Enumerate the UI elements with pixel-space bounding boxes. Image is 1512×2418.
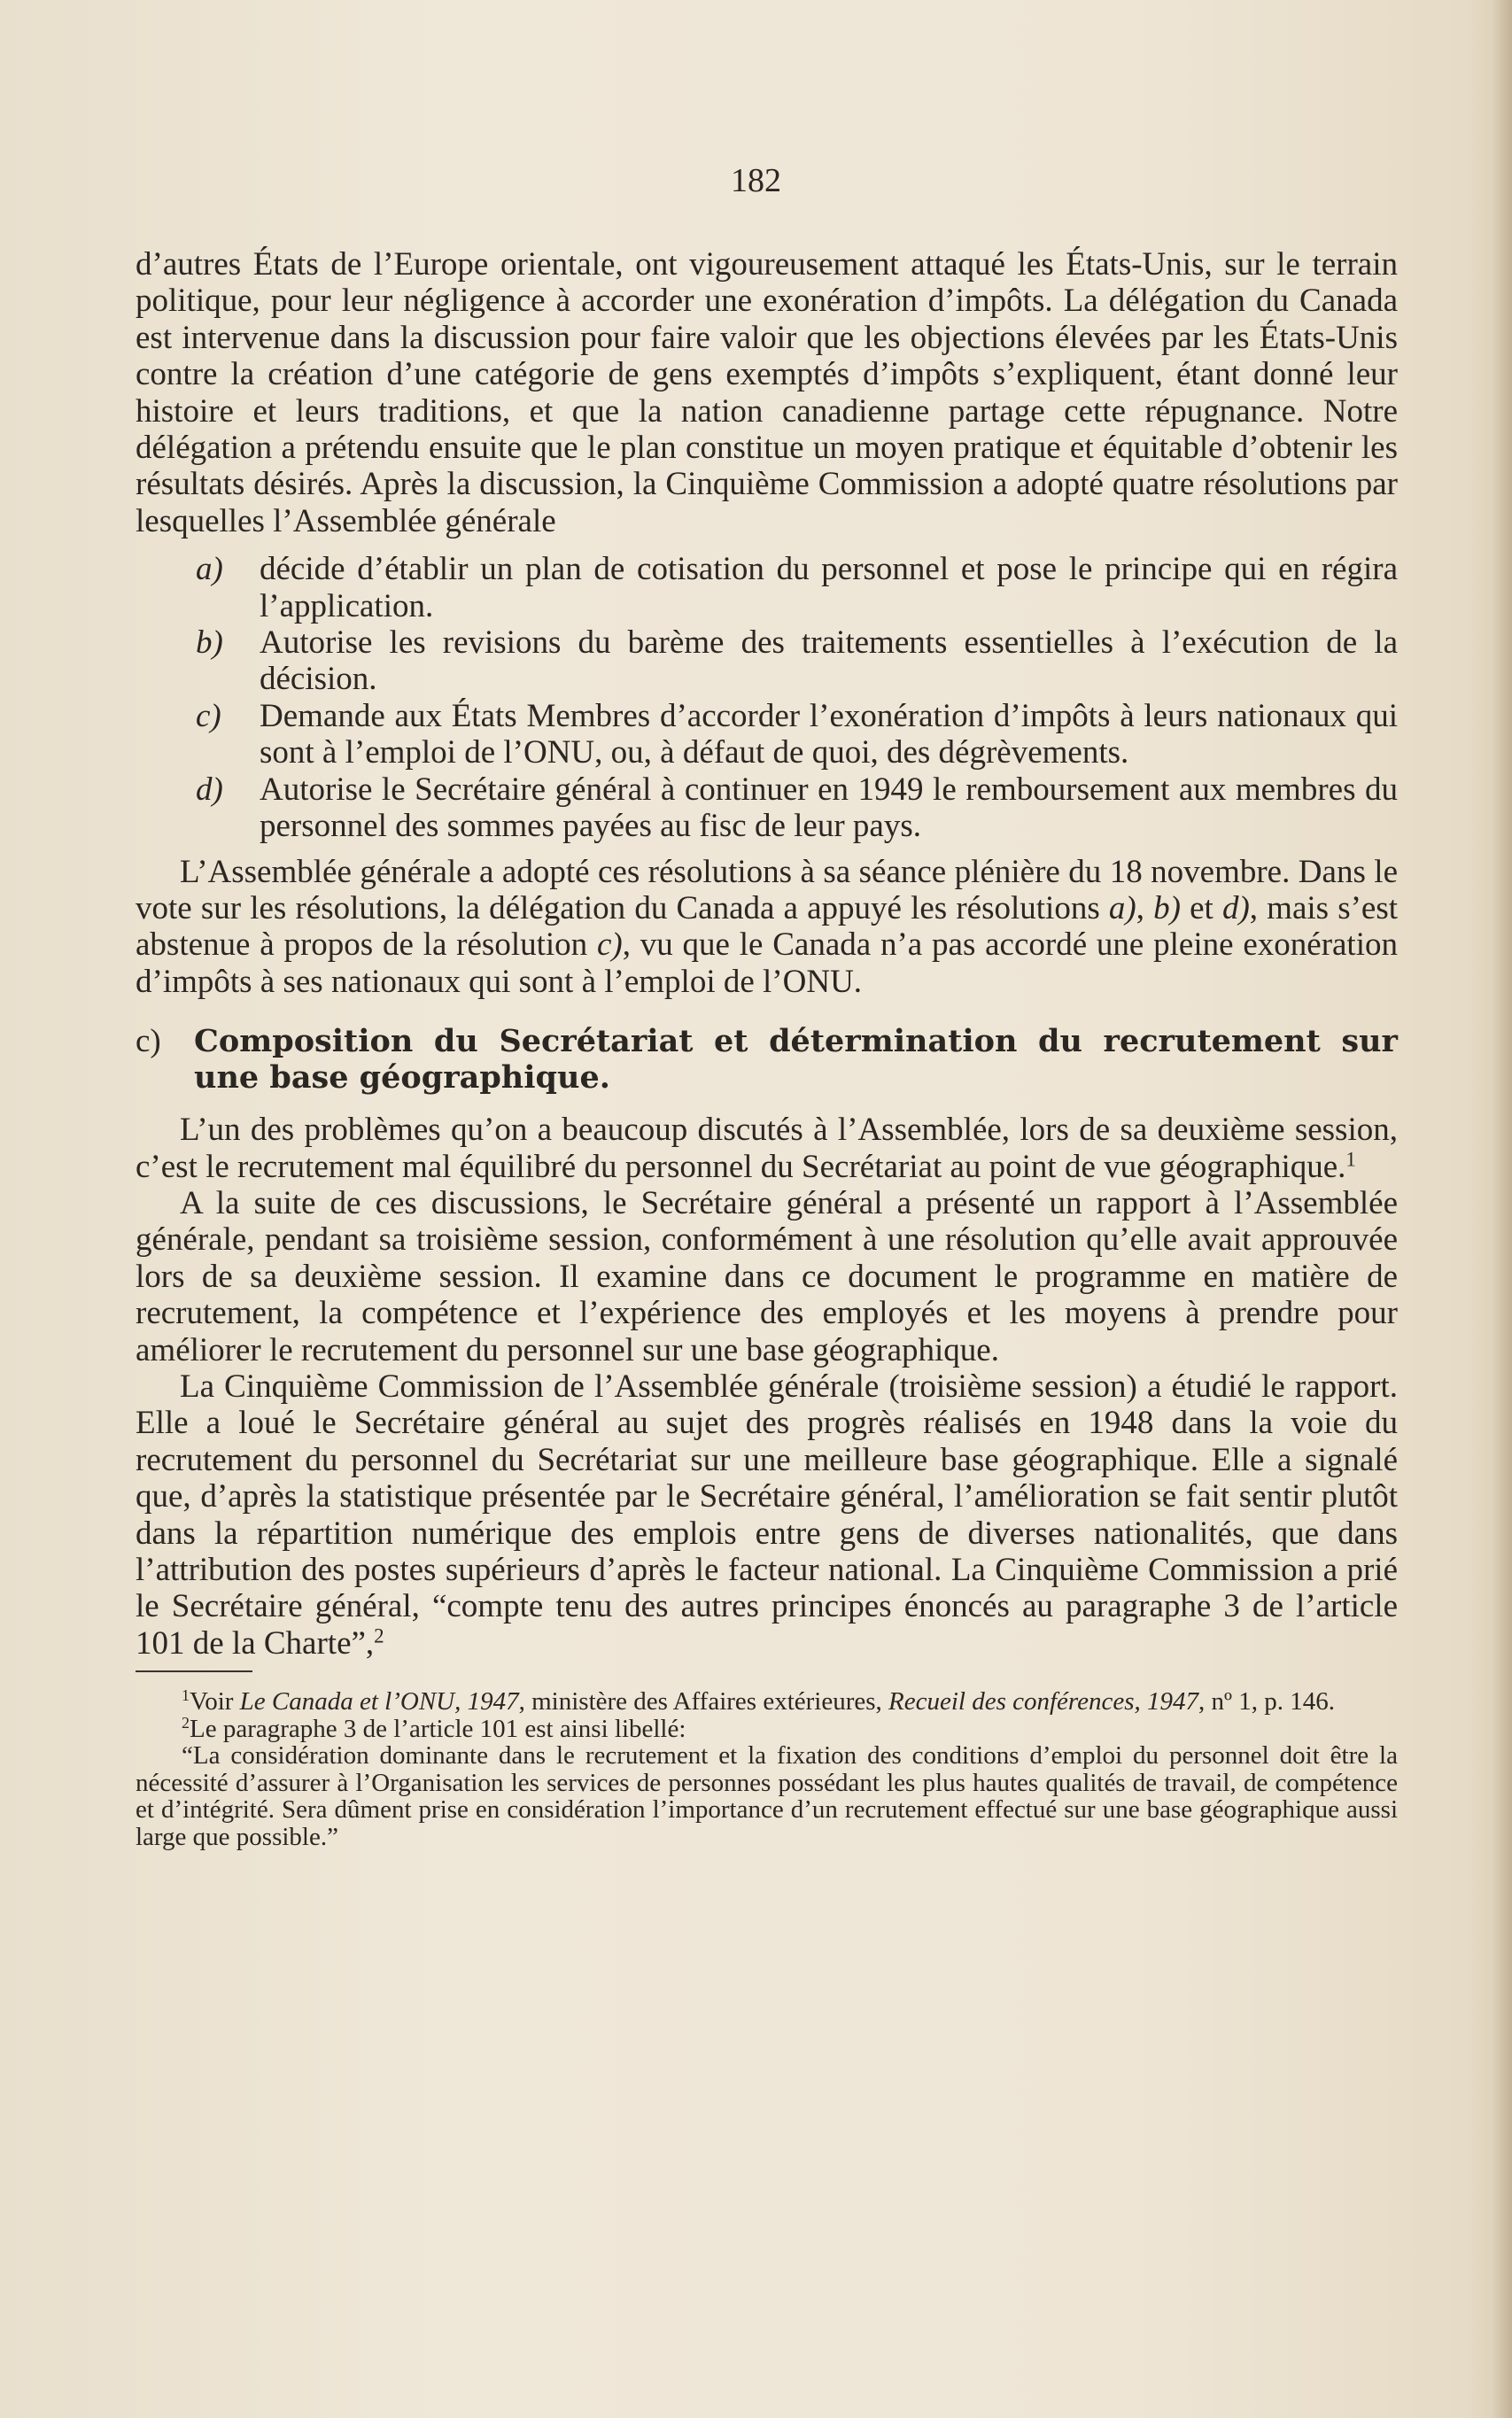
footnote-text: Le paragraphe 3 de l’article 101 est ainsi libellé: [189,1714,686,1743]
resolution-item [196,697,1398,771]
resolution-item [196,551,1398,624]
resolution-item [196,624,1398,698]
resolution-ref: a) [1108,889,1136,926]
paragraph-text: La Cinquième Commission de l’Assemblée générale (troisième session) a étudié le rapport. Elle a loué le Secrétaire général au sujet des progrès réalisés en 1948 dans la voie du recrutement du personnel du Secrétariat sur une meilleure base géographique. Elle a signalé que, d’après la statistique présentée par le Secrétaire général, l’amélioration se fait sentir plutôt dans la répartition numérique des emplois entre gens de diverses nationalités, que dans l’attribution des postes supérieurs d’après le facteur national. La Cinquième Commission a prié le Secrétaire général, “compte tenu des autres principes énoncés au paragraphe 3 de l’article 101 de la Charte”, [136,1368,1398,1662]
footnote-text: Voir [189,1687,240,1717]
footnote-1 [136,1688,1398,1716]
page-edge-shadow [1493,0,1512,2418]
resolution-text: décide d’établir un plan de cotisation du personnel et pose le principe qui en régira l’application. [260,551,1398,624]
footnote-text: , ministère des Affaires extérieures, [518,1687,889,1717]
footnote-number: 1 [182,1686,190,1705]
resolution-marker: d) [196,771,223,808]
footnote-divider [136,1670,252,1672]
footnotes [136,1688,1398,1850]
footnote-citation-series: Recueil des conférences, 1947 [888,1687,1199,1717]
adoption-text: , [1136,889,1154,926]
footnote-2 [136,1713,1398,1743]
section-title: Composition du Secrétariat et détermination du recrutement sur une base géographique. [194,1023,1398,1097]
resolution-ref: b) [1153,889,1181,926]
section-label: c) [136,1023,161,1060]
section-paragraph [136,1112,1398,1185]
page-number: 182 [731,162,781,199]
footnote-number: 2 [182,1713,190,1732]
footnote-2-quote: “La considération dominante dans le recrutement et la fixation des conditions d’emploi du personnel doit être la nécessité d’assurer à l’Organisation les services de personnes possédant les plus hautes qualités de travail, de compétence et d’intégrité. Sera dûment prise en considération l’importance d’un recrutement effectué sur une base géographique aussi large que possible.” [136,1741,1398,1851]
footnote-citation-title: Le Canada et l’ONU, 1947 [239,1687,519,1717]
adoption-paragraph [136,854,1398,1001]
intro-paragraph: d’autres États de l’Europe orientale, ont vigoureusement attaqué les États-Unis, sur le terrain politique, pour leur négligence à accorder une exonération d’impôts. La délégation du Canada est intervenue dans la discussion pour faire valoir que les objections élevées par les États-Unis contre la création d’une catégorie de gens exemptés d’impôts s’expliquent, étant donné leur histoire et leurs traditions, et que la nation canadienne partage cette répugnance. Notre délégation a prétendu ensuite que le plan constitue un moyen pratique et équitable d’obtenir les résultats désirés. Après la discussion, la Cinquième Commission a adopté quatre résolutions par lesquelles l’Assemblée générale [136,246,1398,539]
section-heading [136,1023,1398,1096]
footnote-ref: 2 [374,1624,384,1647]
resolution-text: Autorise les revisions du barème des traitements essentielles à l’exécution de la décision. [260,624,1398,698]
adoption-text: , mais s’est abstenue à propos de la résolution [136,889,1399,964]
resolution-marker: b) [196,624,223,662]
footnote-ref: 1 [1345,1147,1356,1170]
resolution-item [196,771,1398,845]
adoption-text: , vu que le Canada n’a pas accordé une pleine exonération d’impôts à ses nationaux qui sont à l’emploi de l’ONU. [136,926,1398,1000]
resolution-ref: d) [1221,889,1250,926]
footnote-text: , nº 1, p. 146. [1198,1687,1336,1717]
resolution-list [136,551,1398,844]
resolution-text: Demande aux États Membres d’accorder l’exonération d’impôts à leurs nationaux qui sont à l’emploi de l’ONU, ou, à défaut de quoi, des dégrèvements. [260,697,1398,771]
body-text [136,246,1398,1850]
adoption-text: et [1180,889,1222,926]
resolution-ref: c) [596,926,623,964]
adoption-text: L’Assemblée générale a adopté ces résolutions à sa séance plénière du 18 novembre. Dans le vote sur les résolutions, la délégation du Canada a appuyé les résolutions [136,853,1398,926]
paragraph-text: L’un des problèmes qu’on a beaucoup discutés à l’Assemblée, lors de sa deuxième session, c’est le recrutement mal équilibré du personnel du Secrétariat au point de vue géographique. [136,1112,1398,1185]
resolution-marker: a) [196,551,223,588]
resolution-text: Autorise le Secrétaire général à continuer en 1949 le remboursement aux membres du personnel des sommes payées au fisc de leur pays. [260,771,1398,845]
section-paragraph [136,1368,1398,1662]
section-paragraph: A la suite de ces discussions, le Secrétaire général a présenté un rapport à l’Assemblée générale, pendant sa troisième session, conformément à une résolution qu’elle avait approuvée lors de sa deuxième session. Il examine dans ce document le programme en matière de recrutement, la compétence et l’expérience des employés et les moyens à prendre pour améliorer le recrutement du personnel sur une base géographique. [136,1184,1398,1368]
resolution-marker: c) [196,697,221,734]
